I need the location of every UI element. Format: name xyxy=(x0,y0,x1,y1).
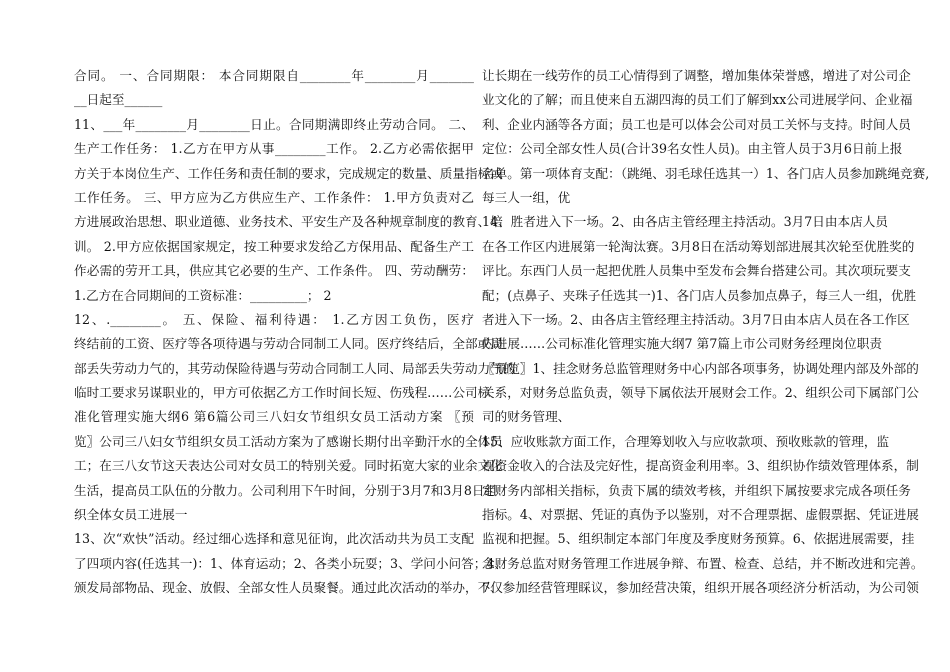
text-line: 工；在三八女节这天表达公司对女员工的特别关爱。同时拓宽大家的业余文化 xyxy=(74,458,503,474)
text-line: 监视和把握。5、组织制定本部门年度及季度财务预算。6、依据进展需要，挂 xyxy=(482,531,915,547)
text-line: 工作任务。 三、甲方应为乙方供应生产、工作条件： 1.甲方负责对乙 xyxy=(74,189,474,205)
text-line: 了四项内容(任选其一)：1、体育运动；2、各类小玩耍；3、学问小问答；4、 xyxy=(74,555,508,571)
text-line: 名单。第一项体育支配：（跳绳、羽毛球任选其一）1、各门店人员参加跳绳竞赛, xyxy=(482,165,930,181)
left-text-column xyxy=(74,64,516,601)
text-line: 终结前的工资、医疗等各项待遇与劳动合同制工人同。医疗终结后，全部或局 xyxy=(74,336,503,352)
text-line: 念财务总监对财务管理工作进展争辩、布置、检查、总结，并不断改进和完善。 xyxy=(482,555,924,571)
text-line: 业文化的了解；而且使来自五湖四海的员工们了解到xx公司进展学问、企业福 xyxy=(482,92,913,108)
text-line: 准化管理实施大纲6 第6篇公司三八妇女节组织女员工活动方案 〖预 xyxy=(74,409,474,425)
text-line: 颁发局部物品、现金、放假、全部女性人员聚餐。通过此次活动的举办，不仅 xyxy=(74,580,503,596)
text-line: 临时工要求另谋职业的，甲方可依据乙方工作时间长短、伤残程……公司标 xyxy=(74,385,491,401)
text-line: 生产工作任务： 1.乙方在甲方从事________工作。 2.乙方必需依据甲 xyxy=(74,141,474,157)
text-line: 1.乙方在合同期间的工资标准：_________； 2 xyxy=(74,287,332,303)
text-line: 司的财务管理、 xyxy=(482,409,571,425)
text-line: 指标。4、对票据、凭证的真伪予以鉴别，对不合理票据、虚假票据、凭证进展 xyxy=(482,507,919,523)
text-line: 合同。 一、合同期限： 本合同期限自________年________月_______ xyxy=(74,68,474,83)
text-line: 11、___年________月________日止。合同期满即终止劳动合同。 二、 xyxy=(74,116,474,132)
text-line: __日起至______ xyxy=(74,92,163,108)
text-line: 利、企业内涵等各方面；员工也是可以体会公司对员工关怀与支持。时间人员 xyxy=(482,116,911,132)
text-line: 配；(点鼻子、夹珠子任选其一)1、各门店人员参加点鼻子，每三人一组，优胜 xyxy=(482,287,917,303)
text-line: 15、应收账款方面工作，合理筹划收入与应收款项、预收账款的管理，监 xyxy=(482,433,890,449)
text-line: 每三人一组，优 xyxy=(482,189,571,205)
text-line: 定位：公司全部女性人员(合计39名女性人员)。由主管人员于3月6日前上报 xyxy=(482,141,903,157)
text-line: 训。 2.甲方应依据国家规定，按工种要求发给乙方保用品、配备生产工 xyxy=(74,238,474,254)
text-line: 作必需的劳开工具，供应其它必要的生产、工作条件。 四、劳动酬劳： xyxy=(74,263,474,279)
text-line: 织全体女员工进展一 xyxy=(74,507,188,523)
text-line: 方进展政治思想、职业道德、业务技术、平安生产及各种规章制度的教育、培 xyxy=(74,214,503,230)
text-line: 7、参加经营管理睬议，参加经营决策，组织开展各项经济分析活动，为公司领 xyxy=(482,580,919,596)
text-line: 视资金收入的合法及完好性，提高资金利用率。3、组织协作绩效管理体系，制 xyxy=(482,458,919,474)
text-line: 关系，对财务总监负责，领导下属依法开展财会工作。2、组织公司下属部门公 xyxy=(482,385,919,401)
text-line: 〖预览〗1、挂念财务总监管理财务中心内部各项事务，协调处理内部及外部的 xyxy=(482,360,919,376)
text-line: 内进展……公司标准化管理实施大纲7 第7篇上市公司财务经理岗位职责 xyxy=(482,336,882,352)
text-line: 14、胜者进入下一场。2、由各店主管经理主持活动。3月7日由本店人员 xyxy=(482,214,888,230)
text-line: 13、次“欢快”活动。经过细心选择和意见征询，此次活动共为员工支配 xyxy=(74,531,474,547)
text-line: 评比。东西门人员一起把优胜人员集中至发布会舞台搭建公司。其次项玩要支 xyxy=(482,263,911,279)
text-line: 方关于本岗位生产、工作任务和责任制的要求，完成规定的数量、质量指标或 xyxy=(74,165,503,181)
text-line: 部丢失劳动力气的，其劳动保险待遇与劳动合同制工人同、局部丢失劳动力气的 xyxy=(74,360,516,376)
text-line: 生活，提高员工队伍的分散力。公司利用下午时间，分别于3月7和3月8日组 xyxy=(74,482,498,498)
text-line: 12、.________。 五、保险、福利待遇： 1.乙方因工负伤，医疗 xyxy=(74,311,474,327)
right-text-column xyxy=(482,64,930,601)
text-line: 让长期在一线劳作的员工心情得到了调整，增加集体荣誉感，增进了对公司企 xyxy=(482,68,911,83)
text-line: 在各工作区内进展第一轮淘汰赛。3月8日在活动筹划部进展其次轮至优胜奖的 xyxy=(482,238,915,254)
text-line: 者进入下一场。2、由各店主管经理主持活动。3月7日由本店人员在各工作区 xyxy=(482,311,910,327)
text-line: 定财务内部相关指标，负责下属的绩效考核，并组织下属按要求完成各项任务 xyxy=(482,482,911,498)
text-line: 览〗公司三八妇女节组织女员工活动方案为了感谢长期付出辛勤汗水的全体员 xyxy=(74,433,503,449)
